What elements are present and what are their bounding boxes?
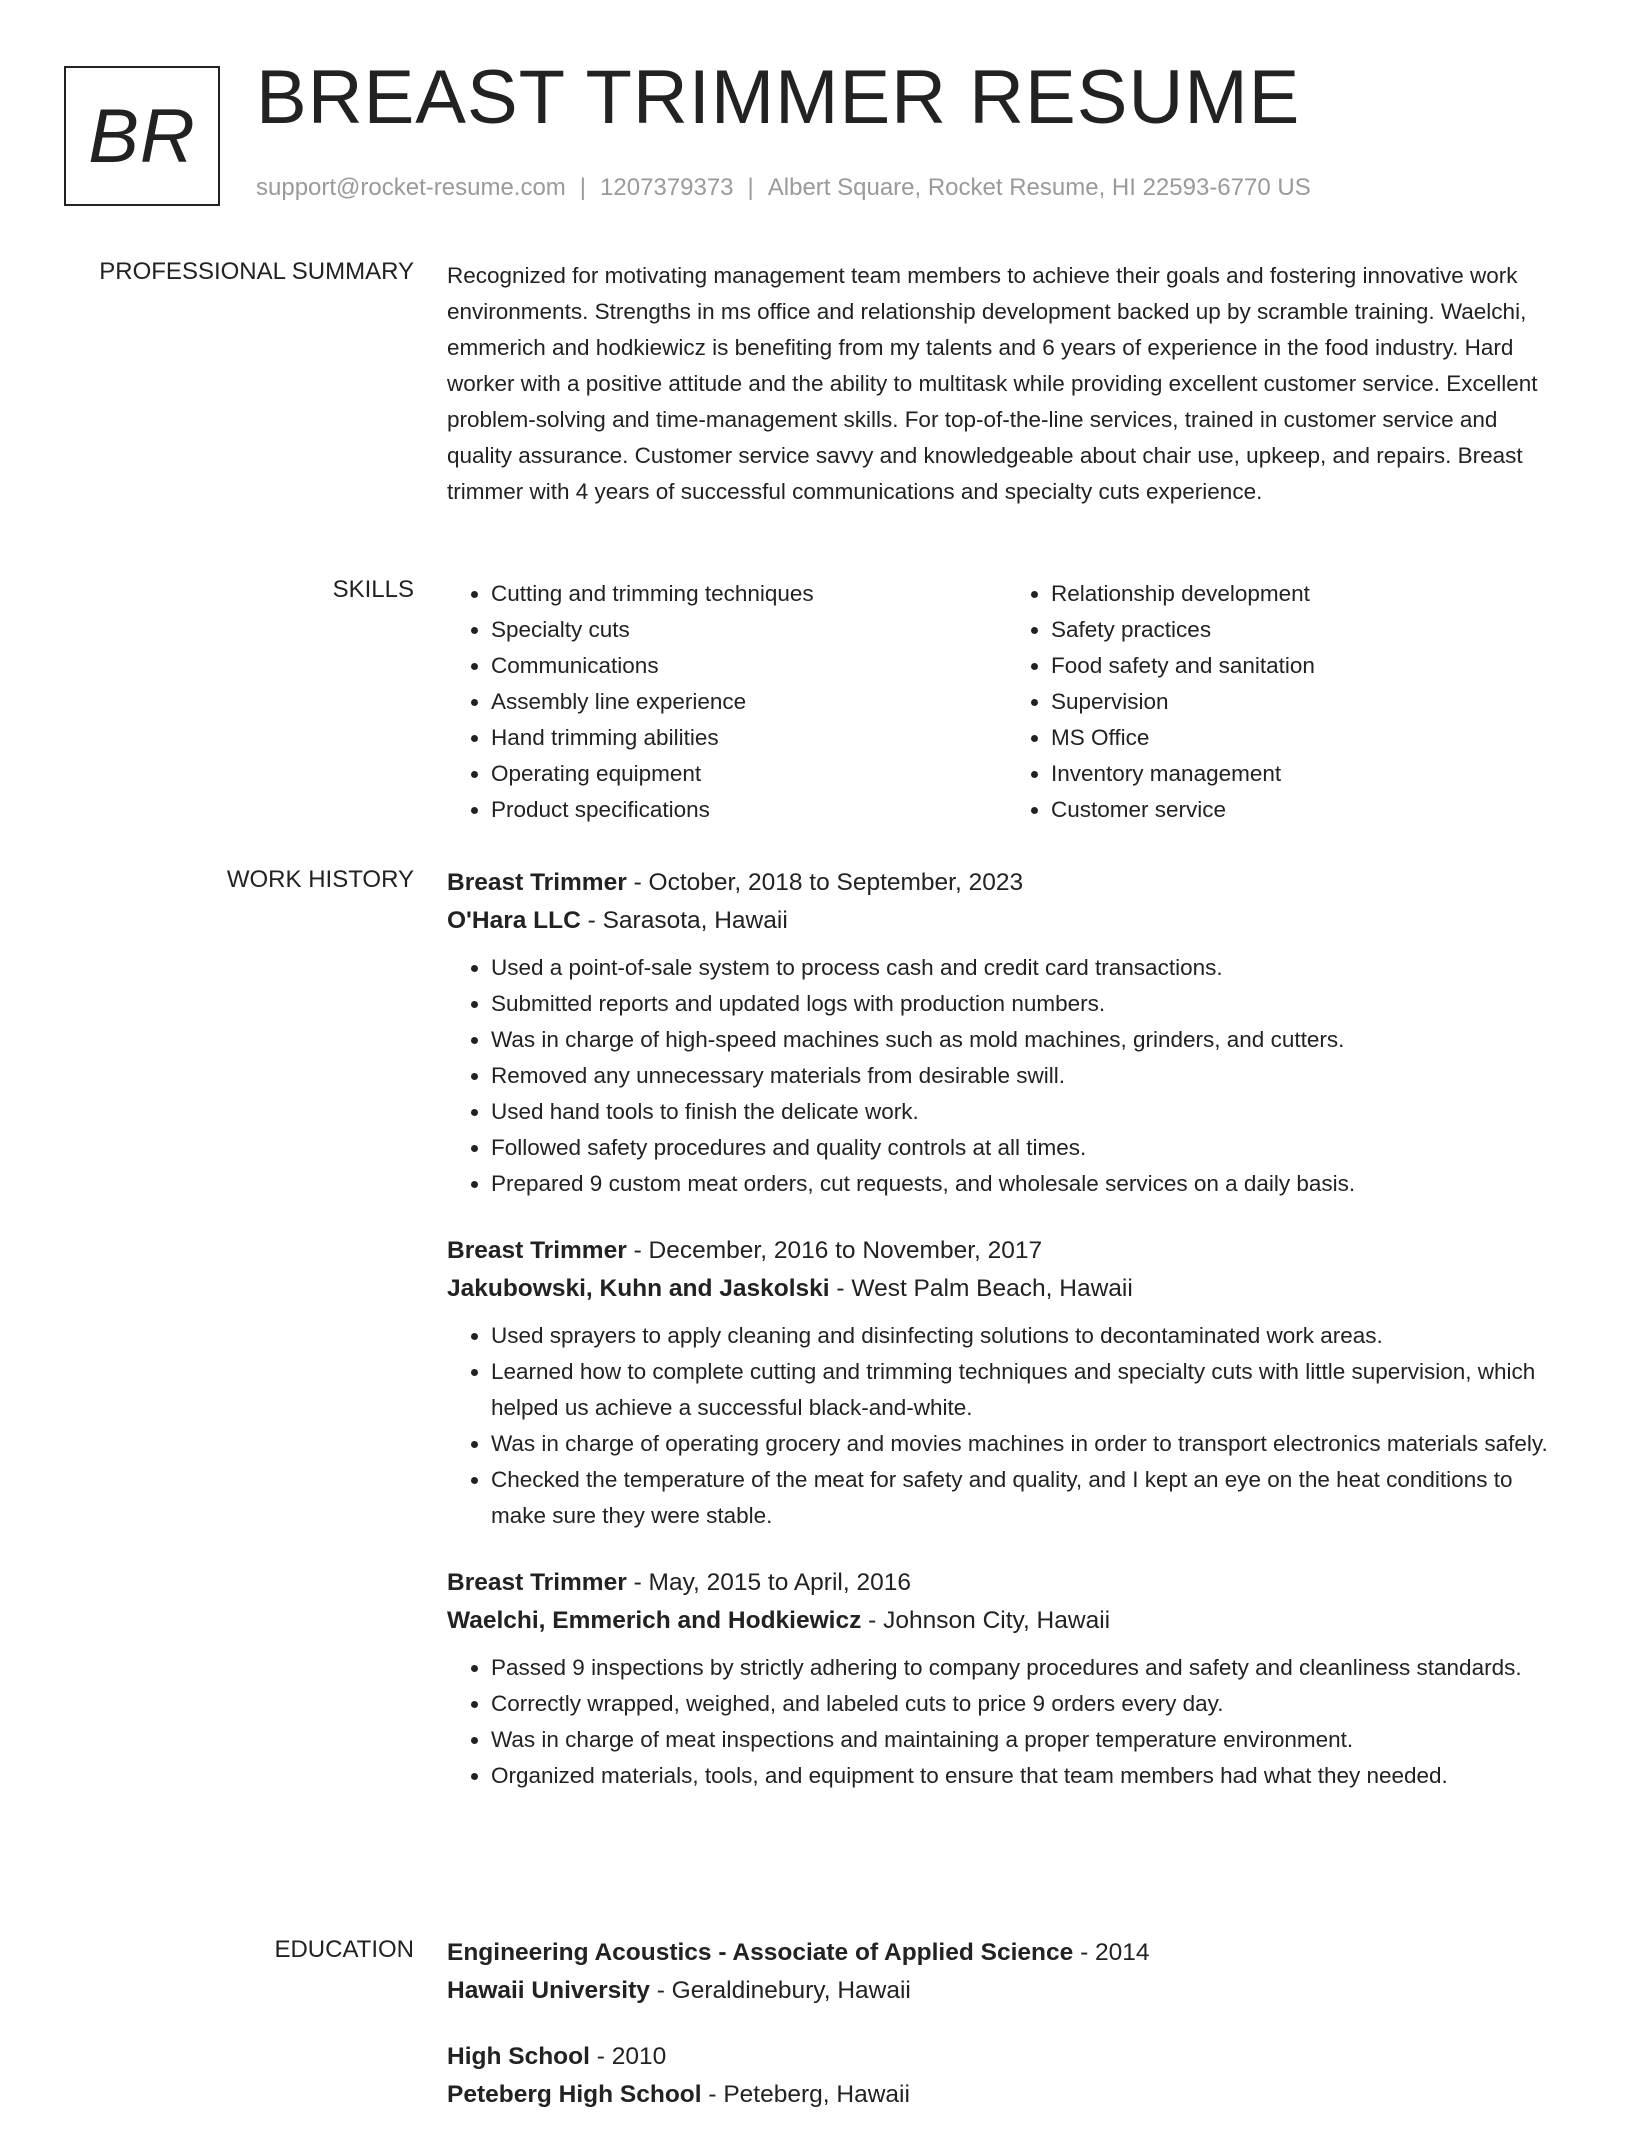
page-title: BREAST TRIMMER RESUME bbox=[256, 55, 1301, 140]
skill-item: • Customer service bbox=[1051, 792, 1567, 828]
contact-separator: | bbox=[579, 174, 587, 201]
job-bullet: • Learned how to complete cutting and trimming techniques and specialty cuts with little supervision, which helped us achieve a successful black-and-white. bbox=[491, 1354, 1567, 1426]
job-dates: - December, 2016 to November, 2017 bbox=[626, 1237, 1043, 1264]
job-company-line bbox=[447, 1270, 1567, 1308]
skill-item: • Product specifications bbox=[491, 792, 1007, 828]
job-dates: - October, 2018 to September, 2023 bbox=[626, 869, 1024, 896]
education-entry bbox=[447, 2038, 1567, 2114]
job-location: - West Palm Beach, Hawaii bbox=[829, 1275, 1133, 1302]
job-entry bbox=[447, 1232, 1567, 1534]
education-degree-line bbox=[447, 2038, 1567, 2076]
skill-item: • Food safety and sanitation bbox=[1051, 648, 1567, 684]
job-title-line bbox=[447, 864, 1567, 902]
skill-item: • Operating equipment bbox=[491, 756, 1007, 792]
education-school-line bbox=[447, 2076, 1567, 2114]
job-title-line bbox=[447, 1564, 1567, 1602]
education-entry bbox=[447, 1934, 1567, 2010]
job-company: Jakubowski, Kuhn and Jaskolski bbox=[447, 1275, 830, 1302]
education-school: Peteberg High School bbox=[447, 2081, 702, 2108]
summary-heading: PROFESSIONAL SUMMARY bbox=[99, 258, 414, 285]
job-bullet: • Correctly wrapped, weighed, and labeled cuts to price 9 orders every day. bbox=[491, 1686, 1567, 1722]
job-bullet: • Used a point-of-sale system to process cash and credit card transactions. bbox=[491, 950, 1567, 986]
skill-item: • Specialty cuts bbox=[491, 612, 1007, 648]
job-bullet: • Used sprayers to apply cleaning and disinfecting solutions to decontaminated work areas. bbox=[491, 1318, 1567, 1354]
job-company: Waelchi, Emmerich and Hodkiewicz bbox=[447, 1607, 862, 1634]
education-degree: Engineering Acoustics - Associate of Applied Science bbox=[447, 1939, 1074, 1966]
education-location: - Geraldinebury, Hawaii bbox=[649, 1977, 911, 2004]
education-location: - Peteberg, Hawaii bbox=[701, 2081, 910, 2108]
work-history-body bbox=[447, 864, 1567, 1808]
skill-item: • Relationship development bbox=[1051, 576, 1567, 612]
education-year: - 2014 bbox=[1073, 1939, 1150, 1966]
education-school: Hawaii University bbox=[447, 1977, 650, 2004]
job-entry bbox=[447, 864, 1567, 1202]
job-bullet: • Organized materials, tools, and equipment to ensure that team members had what they needed. bbox=[491, 1758, 1567, 1794]
job-bullet: • Used hand tools to finish the delicate work. bbox=[491, 1094, 1567, 1130]
job-company: O'Hara LLC bbox=[447, 907, 581, 934]
job-entry bbox=[447, 1564, 1567, 1794]
job-bullets bbox=[447, 1318, 1567, 1534]
job-dates: - May, 2015 to April, 2016 bbox=[626, 1569, 911, 1596]
job-role: Breast Trimmer bbox=[447, 1569, 627, 1596]
job-company-line bbox=[447, 902, 1567, 940]
job-bullet: • Submitted reports and updated logs with production numbers. bbox=[491, 986, 1567, 1022]
contact-phone[interactable]: 1207379373 bbox=[600, 174, 734, 201]
skill-item: • MS Office bbox=[1051, 720, 1567, 756]
summary-body bbox=[447, 258, 1567, 510]
education-degree: High School bbox=[447, 2043, 590, 2070]
education-heading: EDUCATION bbox=[274, 1936, 414, 1963]
skill-item: • Supervision bbox=[1051, 684, 1567, 720]
job-bullet: • Was in charge of meat inspections and maintaining a proper temperature environment. bbox=[491, 1722, 1567, 1758]
job-role: Breast Trimmer bbox=[447, 1237, 627, 1264]
job-bullets bbox=[447, 1650, 1567, 1794]
skill-item: • Inventory management bbox=[1051, 756, 1567, 792]
skill-item: • Hand trimming abilities bbox=[491, 720, 1007, 756]
skill-item: • Assembly line experience bbox=[491, 684, 1007, 720]
summary-text: Recognized for motivating management team members to achieve their goals and fostering innovative work environments. Strengths in ms office and relationship development backed up by scramble training. Waelchi, emmerich and hodkiewicz is benefiting from my talents and 6 years of experience in the food industry. Hard worker with a positive attitude and the ability to multitask while providing excellent customer service. Excellent problem-solving and time-management skills. For top-of-the-line services, trained in customer service and quality assurance. Customer service savvy and knowledgeable about chair use, upkeep, and repairs. Breast trimmer with 4 years of successful communications and specialty cuts experience. bbox=[447, 263, 1538, 504]
contact-info bbox=[256, 174, 1311, 202]
contact-email[interactable]: support@rocket-resume.com bbox=[256, 174, 566, 201]
education-school-line bbox=[447, 1972, 1567, 2010]
job-bullet: • Prepared 9 custom meat orders, cut requests, and wholesale services on a daily basis. bbox=[491, 1166, 1567, 1202]
job-role: Breast Trimmer bbox=[447, 869, 627, 896]
job-bullet: • Was in charge of high-speed machines such as mold machines, grinders, and cutters. bbox=[491, 1022, 1567, 1058]
skills-body bbox=[447, 576, 1567, 828]
job-title-line bbox=[447, 1232, 1567, 1270]
job-bullet: • Checked the temperature of the meat for safety and quality, and I kept an eye on the heat conditions to make sure they were stable. bbox=[491, 1462, 1567, 1534]
skills-heading: SKILLS bbox=[332, 576, 414, 603]
contact-address: Albert Square, Rocket Resume, HI 22593-6770 US bbox=[767, 174, 1311, 201]
job-location: - Johnson City, Hawaii bbox=[861, 1607, 1111, 1634]
skill-item: • Cutting and trimming techniques bbox=[491, 576, 1007, 612]
job-company-line bbox=[447, 1602, 1567, 1640]
job-bullet: • Followed safety procedures and quality controls at all times. bbox=[491, 1130, 1567, 1166]
work-history-heading: WORK HISTORY bbox=[226, 866, 414, 893]
skills-list-right bbox=[1007, 576, 1567, 828]
job-location: - Sarasota, Hawaii bbox=[580, 907, 788, 934]
education-body bbox=[447, 1934, 1567, 2142]
skill-item: • Communications bbox=[491, 648, 1007, 684]
education-year: - 2010 bbox=[589, 2043, 667, 2070]
job-bullet: • Removed any unnecessary materials from desirable swill. bbox=[491, 1058, 1567, 1094]
skill-item: • Safety practices bbox=[1051, 612, 1567, 648]
monogram-logo: BR bbox=[64, 66, 220, 206]
skills-list-left bbox=[447, 576, 1007, 828]
contact-separator: | bbox=[747, 174, 754, 201]
job-bullets bbox=[447, 950, 1567, 1202]
job-bullet: • Passed 9 inspections by strictly adhering to company procedures and safety and cleanliness standards. bbox=[491, 1650, 1567, 1686]
job-bullet: • Was in charge of operating grocery and movies machines in order to transport electronics materials safely. bbox=[491, 1426, 1567, 1462]
education-degree-line bbox=[447, 1934, 1567, 1972]
